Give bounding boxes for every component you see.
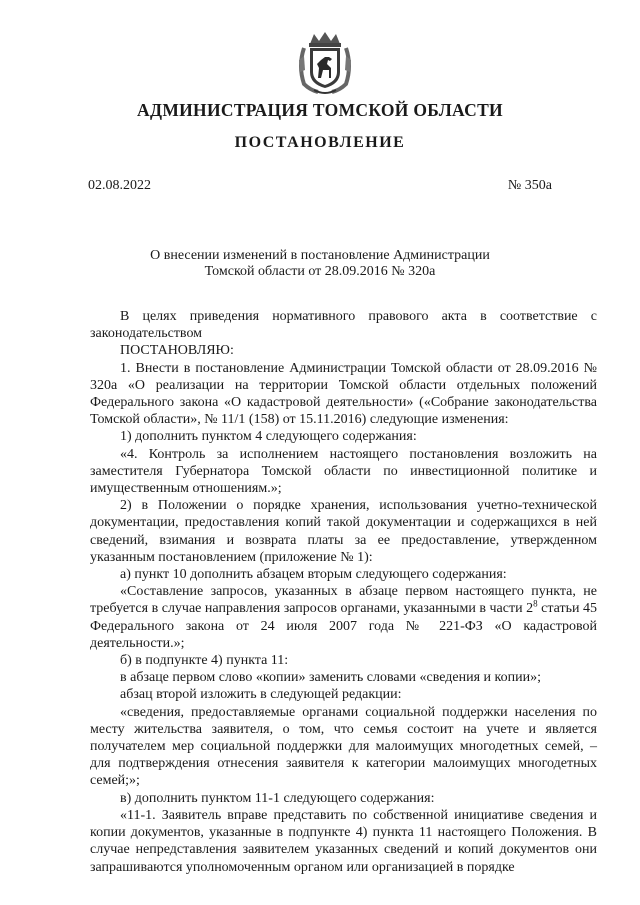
subject-line-2: Томской области от 28.09.2016 № 320а [204,264,436,279]
item-a: а) пункт 10 дополнить абзацем вторым следующего содержания: [120,567,507,583]
clause-1: 1. Внести в постановление Администрации Томской области от 28.09.2016 № 320а «О реализации на территории Томской области отдельных положений Федерального закона «О кадастровой деятельности» («Собрание законодательства Томской области», № 11/1 (158) от 15.11.2016) следующие изменения: [90,360,597,428]
subject-line-1: О внесении изменений в постановление Администрации [150,248,490,263]
document-date: 02.08.2022 [88,178,151,193]
document-body [90,308,597,876]
quoted-item-a-text-1: «Составление запросов, указанных в абзаце первом настоящего пункта, не требуется в случае направления запросов органами, указанными в части 2 [90,584,597,617]
document-subject [90,248,550,280]
item-b-change-1: в абзаце первом слово «копии» заменить словами «сведения и копии»; [120,670,541,686]
item-v: в) дополнить пунктом 11-1 следующего содержания: [120,790,435,806]
coat-of-arms-icon [296,30,354,96]
document-type: ПОСТАНОВЛЕНИЕ [234,134,406,151]
preamble-paragraph: В целях приведения нормативного правового акта в соответствие с законодательством [90,309,597,342]
resolution-keyword: ПОСТАНОВЛЯЮ: [120,343,234,359]
document-number: № 350а [507,178,552,193]
item-b: б) в подпункте 4) пункта 11: [120,653,289,669]
subclause-1: 1) дополнить пунктом 4 следующего содержания: [120,429,417,445]
subclause-2: 2) в Положении о порядке хранения, использования учетно-технической документации, предоставления копий такой документации и содержащихся в ней сведений, взимания и возврата платы за ее предоставление, утвержденном указанным постановлением (приложение № 1): [90,498,597,565]
quoted-item-b: «сведения, предоставляемые органами социальной поддержки населения по месту жительства заявителя, о том, что семья состоит на учете и является получателем мер социальной поддержки для малоимущих многодетных семей, – для подтверждения отнесения заявителя к категории малоимущих многодетных семей;»; [90,704,597,789]
quoted-item-a-text-2: статьи 45 Федерального закона от 24 июля 2007 года № 221-ФЗ «О кадастровой деятельности.»; [90,601,597,651]
item-b-change-2: абзац второй изложить в следующей редакции: [120,687,402,703]
superscript-8: 8 [533,598,538,609]
organization-title: АДМИНИСТРАЦИЯ ТОМСКОЙ ОБЛАСТИ [137,100,503,120]
quoted-item-v: «11-1. Заявитель вправе представить по собственной инициативе сведения и копии документов, указанные в подпункте 4) пункта 11 настоящего Положения. В случае непредставления заявителем указанных сведений и копий документов они запрашиваются уполномоченным органом или организацией в порядке [90,807,597,875]
quoted-clause-4: «4. Контроль за исполнением настоящего постановления возложить на заместителя Губернатора Томской области по инвестиционной политике и имущественным отношениям.»; [90,446,597,497]
quoted-item-a [90,583,597,652]
